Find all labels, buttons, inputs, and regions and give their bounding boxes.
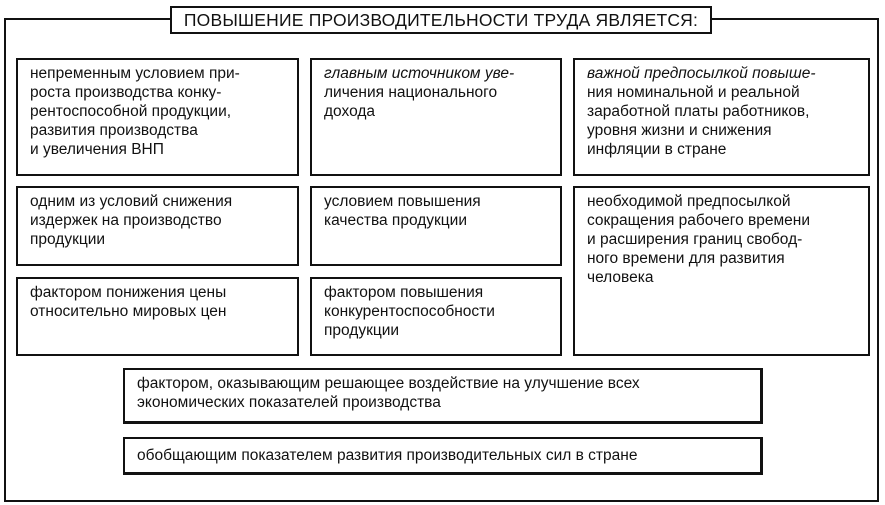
diagram-title: ПОВЫШЕНИЕ ПРОИЗВОДИТЕЛЬНОСТИ ТРУДА ЯВЛЯЕТСЯ: xyxy=(170,6,712,34)
box-text: ния номинальной и реальной заработной платы работников, уровня жизни и снижения инфляции в стране xyxy=(587,84,810,158)
box-text: обобщающим показателем развития производительных сил в стране xyxy=(137,447,638,464)
box-growth-condition xyxy=(16,58,299,176)
box-text: непременным условием при- роста производства конку- рентоспособной продукции, развития производства и увеличения ВНП xyxy=(30,65,240,158)
box-text-italic: важной предпосылкой повыше- xyxy=(587,65,816,82)
box-quality-improvement xyxy=(310,186,562,266)
box-text: фактором, оказывающим решающее воздействие на улучшение всех экономических показателей производства xyxy=(137,375,640,411)
box-main-source xyxy=(310,58,562,176)
box-decisive-factor xyxy=(123,368,763,424)
box-text: необходимой предпосылкой сокращения рабочего времени и расширения границ свобод- ного времени для развития человека xyxy=(587,193,810,286)
box-working-time-reduction xyxy=(573,186,870,356)
box-price-reduction xyxy=(16,277,299,356)
box-text: условием повышения качества продукции xyxy=(324,193,481,229)
box-generalizing-indicator xyxy=(123,437,763,475)
box-cost-reduction xyxy=(16,186,299,266)
box-text-italic: главным источником уве- xyxy=(324,65,515,82)
box-competitiveness xyxy=(310,277,562,356)
box-text: одним из условий снижения издержек на производство продукции xyxy=(30,193,233,248)
box-text: личения национального дохода xyxy=(324,84,498,120)
box-text: фактором повышения конкурентоспособности продукции xyxy=(324,284,495,339)
box-important-prerequisite xyxy=(573,58,870,176)
box-text: фактором понижения цены относительно мировых цен xyxy=(30,284,227,320)
